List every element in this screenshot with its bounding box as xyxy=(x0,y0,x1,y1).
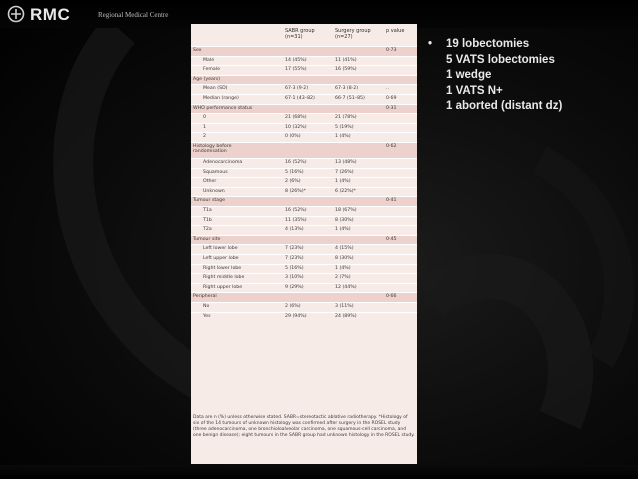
cell-surgery: 1 (4%) xyxy=(335,134,351,140)
row-label: Median (range) xyxy=(203,96,239,101)
cell-surgery: 4 (15%) xyxy=(335,246,354,252)
table-row xyxy=(191,113,417,123)
cell-sabr: 9 (29%) xyxy=(285,284,304,290)
table-row xyxy=(191,46,417,56)
cell-surgery: 1 (4%) xyxy=(335,179,351,185)
cell-sabr: 11 (35%) xyxy=(285,217,307,223)
bullet-line: 5 VATS lobectomies xyxy=(446,53,555,66)
cell-sabr: 8 (26%)* xyxy=(285,188,306,194)
row-label: T1a xyxy=(203,208,212,213)
cell-surgery: 13 (48%) xyxy=(335,160,357,165)
cell-pvalue: 0·31 xyxy=(386,105,397,111)
row-label: Male xyxy=(203,57,215,63)
cell-pvalue: 0·45 xyxy=(386,236,397,242)
row-label: Right upper lobe xyxy=(203,284,243,290)
row-label: Mean (SD) xyxy=(203,86,228,92)
table-row xyxy=(191,273,417,283)
cell-sabr: 7 (23%) xyxy=(285,256,304,261)
cell-pvalue: 0·62 xyxy=(386,144,397,149)
cell-sabr: 4 (13%) xyxy=(285,227,304,233)
table-row xyxy=(191,206,417,216)
bullet-line: 19 lobectomies xyxy=(446,38,530,50)
cell-sabr: 16 (52%) xyxy=(285,160,307,165)
footer-bar xyxy=(0,465,638,479)
cell-surgery: 1 (4%) xyxy=(335,227,351,233)
table-row xyxy=(191,283,417,293)
cell-sabr: 17 (55%) xyxy=(285,67,307,73)
row-label: Tumour stage xyxy=(193,198,225,204)
table-row xyxy=(191,84,417,94)
row-label: Other xyxy=(203,179,217,185)
cell-surgery: 24 (89%) xyxy=(335,313,357,319)
row-label: 2 xyxy=(203,134,206,140)
cell-sabr: 5 (16%) xyxy=(285,169,304,175)
row-label: Adenocarcinoma xyxy=(203,160,243,165)
cell-sabr: 14 (45%) xyxy=(285,57,307,63)
row-label: Right lower lobe xyxy=(203,265,242,271)
row-label: Squamous xyxy=(203,169,228,175)
table-row xyxy=(191,132,417,142)
bullet-line: 1 wedge xyxy=(446,69,492,81)
cell-surgery: 8 (30%) xyxy=(335,217,354,223)
rmc-logo-icon xyxy=(6,5,26,23)
cell-sabr: 29 (94%) xyxy=(285,313,307,319)
table-row xyxy=(191,142,417,158)
row-label: Peripheral xyxy=(193,294,217,300)
row-label: Left lower lobe xyxy=(203,246,238,252)
bullet-marker: • xyxy=(428,38,433,50)
table-row xyxy=(191,196,417,206)
cell-surgery: 18 (67%) xyxy=(335,208,357,213)
table-row xyxy=(191,123,417,133)
cell-surgery: 21 (78%) xyxy=(335,115,357,121)
table-row xyxy=(191,235,417,245)
row-label: Yes xyxy=(203,313,211,319)
cell-surgery: 7 (26%) xyxy=(335,169,354,175)
cell-sabr: 0 (0%) xyxy=(285,134,301,140)
table-row xyxy=(191,104,417,114)
cell-pvalue: 0·69 xyxy=(386,96,397,101)
table-row xyxy=(191,292,417,302)
table-row xyxy=(191,65,417,75)
table-row xyxy=(191,168,417,178)
cell-pvalue: 0·41 xyxy=(386,198,397,204)
cell-sabr: 67·1 (43–82) xyxy=(285,96,315,101)
cell-sabr: 16 (52%) xyxy=(285,208,307,213)
col-header-sabr: SABR group (n=31) xyxy=(285,28,315,40)
cell-surgery: 11 (41%) xyxy=(335,57,357,63)
table-row xyxy=(191,312,417,322)
table-row xyxy=(191,254,417,264)
cell-surgery: 2 (7%) xyxy=(335,275,351,281)
cell-sabr: 21 (68%) xyxy=(285,115,307,121)
cell-sabr: 2 (6%) xyxy=(285,179,301,185)
row-label: WHO performance status xyxy=(193,105,253,111)
cell-surgery: 5 (19%) xyxy=(335,124,354,130)
table-row xyxy=(191,264,417,274)
cell-sabr: 7 (23%) xyxy=(285,246,304,252)
cell-pvalue: .. xyxy=(386,86,389,92)
table-row xyxy=(191,75,417,85)
bullet-line: 1 aborted (distant dz) xyxy=(446,100,563,112)
row-label: Tumour site xyxy=(193,236,221,242)
bullet-lines xyxy=(446,37,562,115)
row-label: 1 xyxy=(203,124,206,130)
cell-surgery: 16 (59%) xyxy=(335,67,357,73)
cell-surgery: 8 (30%) xyxy=(335,256,354,261)
row-label: No xyxy=(203,304,210,309)
cell-pvalue: 0·73 xyxy=(386,48,397,53)
table-row xyxy=(191,94,417,104)
logo-text: RMC xyxy=(30,5,71,24)
row-label: T2a xyxy=(203,227,212,233)
cell-sabr: 67·3 (9·2) xyxy=(285,86,309,92)
logo-subtitle: Regional Medical Centre xyxy=(98,11,169,19)
table-footnote: Data are n (%) unless otherwise stated. SABR=stereotactic ablative radiotherapy. *Histology of six of the 14 tumours of unknown histology was confirmed after surgery in the ROSEL study (three adenocarcinoma, one bronchioloalveolar carcinoma, one squamous-cell carcinoma, and one benign disease); eight tumours in the SABR group had unknown histology in the ROSEL study. xyxy=(193,415,415,439)
table-row xyxy=(191,158,417,168)
row-label: Female xyxy=(203,67,220,73)
cell-sabr: 2 (6%) xyxy=(285,304,301,309)
bullet-line: 1 VATS N+ xyxy=(446,84,503,97)
table-row xyxy=(191,225,417,235)
cell-surgery: 1 (4%) xyxy=(335,265,351,271)
cell-surgery: 67·3 (8·2) xyxy=(335,86,359,92)
row-label: Sex xyxy=(193,48,202,53)
cell-sabr: 10 (32%) xyxy=(285,124,307,130)
cell-pvalue: 0·66 xyxy=(386,294,397,300)
col-header-surgery: Surgery group (n=27) xyxy=(335,28,371,40)
cell-sabr: 5 (16%) xyxy=(285,265,304,271)
row-label: Left upper lobe xyxy=(203,256,239,261)
table-row xyxy=(191,187,417,197)
row-label: Right middle lobe xyxy=(203,275,245,281)
table-row xyxy=(191,302,417,312)
cell-surgery: 6 (22%)* xyxy=(335,188,356,194)
table-row xyxy=(191,177,417,187)
col-header-pvalue: p value xyxy=(386,28,405,34)
row-label: 0 xyxy=(203,115,206,121)
cell-surgery: 3 (11%) xyxy=(335,304,354,309)
baseline-characteristics-table xyxy=(191,24,417,464)
table-row xyxy=(191,216,417,226)
cell-surgery: 66·7 (51–85) xyxy=(335,96,365,101)
row-label: Unknown xyxy=(203,188,225,194)
table-row xyxy=(191,56,417,66)
table-header xyxy=(191,24,417,46)
cell-sabr: 3 (10%) xyxy=(285,275,304,281)
row-label: Histology before randomisation xyxy=(193,144,232,155)
cell-surgery: 12 (44%) xyxy=(335,284,357,290)
row-label: Age (years) xyxy=(193,76,221,82)
table-row xyxy=(191,244,417,254)
row-label: T1b xyxy=(203,217,212,223)
